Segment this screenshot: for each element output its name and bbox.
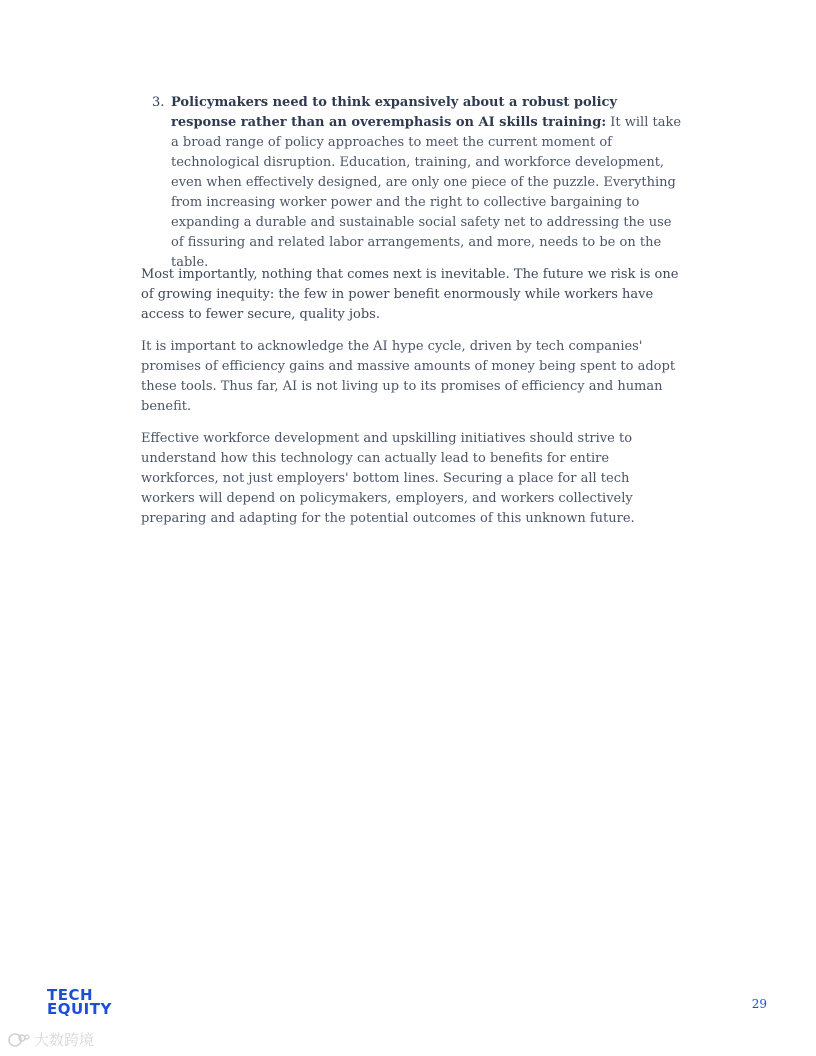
- logo-line-tech: TECH: [47, 986, 94, 1004]
- tech-equity-logo: [47, 988, 112, 1016]
- paragraph-inevitable: Most importantly, nothing that comes next is inevitable. The future we risk is one of growing inequity: the few in power benefit enormously while workers have access to fewer secure, quality jobs.: [141, 267, 679, 322]
- paragraph-hype-cycle: It is important to acknowledge the AI hype cycle, driven by tech companies' promises of efficiency gains and massive amounts of money being spent to adopt these tools. Thus far, AI is not living up to its promises of efficiency and human benefit.: [141, 339, 676, 414]
- paragraph-workforce-development: Effective workforce development and upskilling initiatives should strive to understand how this technology can actually lead to benefits for entire workforces, not just employers' bottom lines. Securing a place for all tech workers will depend on policymakers, employers, and workers collectively preparing and adapting for the potential outcomes of this unknown future.: [141, 431, 635, 526]
- watermark-logo-icon: [8, 1032, 30, 1048]
- logo-line-equity: EQUITY: [47, 1000, 112, 1018]
- watermark: [8, 1029, 94, 1050]
- watermark-text: 大数跨境: [34, 1031, 95, 1049]
- list-item-text: [171, 93, 682, 273]
- list-item-body: It will take a broad range of policy approaches to meet the current moment of technological disruption. Education, training, and workforce development, even when effectively designed, are only one piece of the puzzle. Everything from increasing worker power and the right to collective bargaining to expanding a durable and sustainable social safety net to addressing the use of fissuring and related labor arrangements, and more, needs to be on the table.: [171, 115, 682, 270]
- page-number: 29: [751, 997, 767, 1011]
- list-item-bold-lead: Policymakers need to think expansively about a robust policy response rather than an overemphasis on AI skills training:: [171, 95, 618, 130]
- numbered-list-item: [152, 93, 682, 273]
- list-number: 3.: [152, 95, 165, 110]
